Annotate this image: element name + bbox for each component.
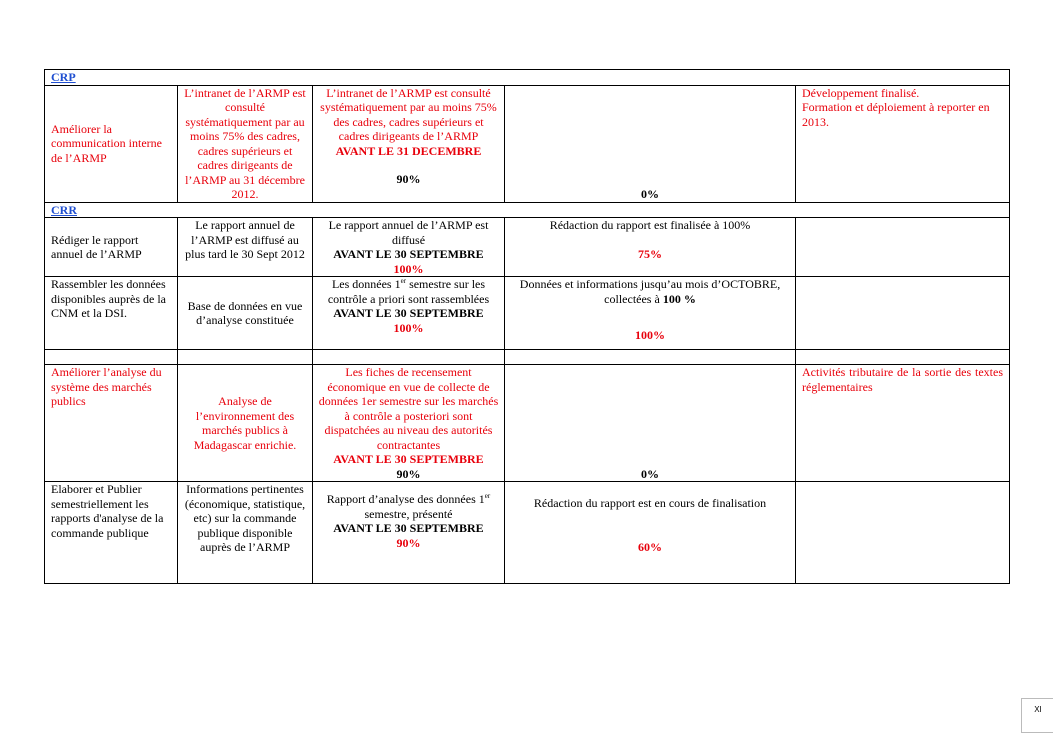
empty-row [45, 350, 1010, 365]
target-text: Les fiches de recensement économique en vue de collecte de données 1er semestre sur les marchés à contrôle a posteriori sont dispatchées au niveau des autorités contractantes [318, 365, 499, 452]
comment-cell [796, 277, 1010, 350]
target-pct: 90% [396, 535, 421, 550]
indicator-cell: L’intranet de l’ARMP est consulté systématiquement par au moins 75% des cadres, cadres supérieurs et cadres dirigeants de l’ARMP au 31 décembre 2012. [178, 85, 313, 202]
target-text: Rapport d’analyse des données 1er semestre, présenté [326, 492, 491, 521]
table-row [45, 85, 1010, 202]
objective-cell: Rassembler les données disponibles auprès de la CNM et la DSI. [45, 277, 178, 350]
target-pct: 100% [393, 320, 424, 335]
section-row-crp [45, 70, 1010, 86]
section-label-crp: CRP [45, 70, 1010, 86]
target-cell [313, 277, 505, 350]
section-label-crr: CRR [45, 202, 1010, 218]
realized-cell [505, 85, 796, 202]
table-row [45, 482, 1010, 584]
objective-cell: Rédiger le rapport annuel de l’ARMP [45, 218, 178, 277]
target-pct: 100% [393, 261, 424, 276]
activity-table [44, 69, 1010, 584]
realized-cell [505, 218, 796, 277]
realized-pct: 0% [641, 187, 659, 201]
realized-text: Rédaction du rapport est finalisée à 100% [549, 218, 751, 232]
indicator-cell: Le rapport annuel de l’ARMP est diffusé au plus tard le 30 Sept 2012 [178, 218, 313, 277]
target-cell [313, 482, 505, 584]
table-row [45, 218, 1010, 277]
realized-pct: 0% [641, 466, 659, 481]
page-number-box [1021, 698, 1053, 733]
objective-cell: Elaborer et Publier semestriellement les rapports d'analyse de la commande publique [45, 482, 178, 584]
target-cell [313, 85, 505, 202]
realized-cell [505, 365, 796, 482]
realized-cell [505, 277, 796, 350]
indicator-cell: Informations pertinentes (économique, statistique, etc) sur la commande publique disponible auprès de l’ARMP [178, 482, 313, 584]
target-cell [313, 365, 505, 482]
comment-cell: Activités tributaire de la sortie des textes réglementaires [796, 365, 1010, 482]
comment-line: Développement finalisé. [802, 85, 920, 100]
indicator-cell: Analyse de l’environnement des marchés publics à Madagascar enrichie. [178, 365, 313, 482]
comment-line: Formation et déploiement à reporter en 2013. [802, 100, 990, 129]
objective-cell: Améliorer la communication interne de l’ARMP [45, 85, 178, 202]
comment-cell [796, 482, 1010, 584]
target-pct: 90% [396, 466, 421, 481]
target-deadline: AVANT LE 30 SEPTEMBRE [333, 452, 484, 466]
indicator-cell: Base de données en vue d’analyse constituée [178, 277, 313, 350]
realized-text: Données et informations jusqu’au mois d’OCTOBRE, collectées à 100 % [519, 277, 781, 306]
realized-pct: 75% [638, 246, 662, 261]
section-row-crr [45, 202, 1010, 218]
realized-pct: 100% [635, 328, 665, 342]
realized-cell [505, 482, 796, 584]
target-pct: 90% [396, 172, 421, 186]
target-deadline: AVANT LE 30 SEPTEMBRE [333, 521, 484, 535]
table-row [45, 277, 1010, 350]
objective-cell: Améliorer l’analyse du système des marchés publics [45, 365, 178, 482]
page-number: XI [1034, 705, 1042, 714]
realized-pct: 60% [638, 539, 662, 554]
target-cell [313, 218, 505, 277]
target-text: Le rapport annuel de l’ARMP est diffusé [328, 218, 489, 247]
target-deadline: AVANT LE 31 DECEMBRE [335, 143, 482, 158]
comment-cell [796, 218, 1010, 277]
target-deadline: AVANT LE 30 SEPTEMBRE [333, 247, 484, 261]
target-deadline: AVANT LE 30 SEPTEMBRE [333, 306, 484, 320]
target-text: L’intranet de l’ARMP est consulté systématiquement par au moins 75% des cadres, cadres supérieurs et cadres dirigeants de l’ARMP [320, 85, 497, 143]
comment-cell [796, 85, 1010, 202]
realized-text: Rédaction du rapport est en cours de finalisation [533, 496, 767, 510]
table-row [45, 365, 1010, 482]
target-text: Les données 1er semestre sur les contrôle a priori sont rassemblées [327, 277, 490, 306]
